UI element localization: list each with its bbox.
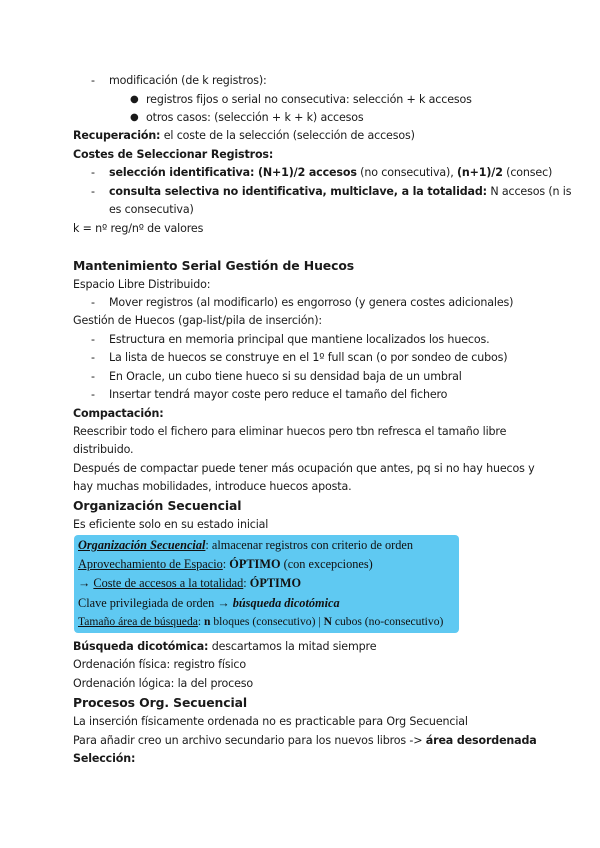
box-row: [78, 613, 443, 631]
text-line: modificación (de k registros):: [109, 74, 267, 87]
dot-bullet: ●: [130, 112, 139, 123]
text-line: hay muchas mobilidades, introduce huecos aposta.: [73, 480, 352, 493]
box-text: cubos (no-consecutivo): [331, 615, 444, 628]
text-line: Después de compactar puede tener más ocupación que antes, pq si no hay huecos y: [73, 462, 535, 475]
highlighted-summary-box: [74, 535, 459, 633]
dash-bullet: -: [91, 351, 95, 364]
box-text: : almacenar registros con criterio de orden: [205, 538, 414, 552]
dot-bullet: ●: [130, 94, 139, 105]
text-span: (consec): [502, 166, 553, 179]
box-bold: N: [323, 615, 332, 628]
text-line: Reescribir todo el fichero para eliminar huecos pero tbn refresca el tamaño libre: [73, 425, 507, 438]
text-span: Para añadir creo un archivo secundario para los nuevos libros ->: [73, 734, 426, 747]
box-term: Tamaño área de búsqueda: [78, 615, 198, 628]
bold-term: consulta selectiva no identificativa, multiclave, a la totalidad:: [109, 185, 487, 198]
dash-bullet: -: [91, 74, 95, 87]
section-heading: Procesos Org. Secuencial: [73, 695, 248, 710]
bold-term: Búsqueda dicotómica:: [73, 640, 209, 653]
text-line: Ordenación lógica: la del proceso: [73, 677, 254, 690]
text-line: [73, 127, 415, 145]
box-row: [78, 574, 301, 592]
bold-term: selección identificativa: (N+1)/2 accesos: [109, 166, 357, 179]
box-row: [78, 536, 413, 554]
bold-term: Recuperación:: [73, 129, 161, 142]
box-term: Organización Secuencial: [78, 538, 206, 552]
box-row: [78, 555, 373, 573]
box-text: bloques (consecutivo) |: [210, 615, 324, 628]
dash-bullet: -: [91, 185, 95, 198]
text-line: La inserción físicamente ordenada no es practicable para Org Secuencial: [73, 715, 468, 728]
text-line: registros fijos o serial no consecutiva: selección + k accesos: [146, 93, 472, 106]
text-line: Espacio Libre Distribuido:: [73, 278, 211, 291]
text-span: el coste de la selección (selección de accesos): [160, 129, 415, 142]
text-line: Mover registros (al modificarlo) es engorroso (y genera costes adicionales): [109, 296, 514, 309]
box-term: Aprovechamiento de Espacio: [78, 557, 223, 571]
text-line: [109, 164, 552, 182]
section-heading: Mantenimiento Serial Gestión de Huecos: [73, 258, 355, 273]
box-bold: ÓPTIMO: [229, 557, 281, 571]
text-line: Gestión de Huecos (gap-list/pila de inserción):: [73, 314, 322, 327]
text-span: N accesos (n is: [486, 185, 572, 198]
dash-bullet: -: [91, 370, 95, 383]
text-line: otros casos: (selección + k + k) accesos: [146, 111, 364, 124]
subheading: Costes de Seleccionar Registros:: [73, 148, 274, 161]
bold-term: área desordenada: [425, 734, 537, 747]
box-text: :: [243, 576, 250, 590]
text-line: La lista de huecos se construye en el 1º full scan (o por sondeo de cubos): [109, 351, 508, 364]
box-term: Coste de accesos a la totalidad: [93, 576, 244, 590]
text-line: es consecutiva): [109, 203, 194, 216]
dash-bullet: -: [91, 296, 95, 309]
text-line: k = nº reg/nº de valores: [73, 222, 204, 235]
text-line: Insertar tendrá mayor coste pero reduce el tamaño del fichero: [109, 388, 448, 401]
text-line: distribuido.: [73, 443, 134, 456]
text-span: (no consecutiva),: [356, 166, 457, 179]
dash-bullet: -: [91, 333, 95, 346]
text-line: [73, 638, 376, 656]
arrow-icon: →: [78, 576, 94, 590]
box-bold: n: [204, 615, 211, 628]
box-row: [78, 594, 340, 612]
box-text: Clave privilegiada de orden: [78, 596, 218, 610]
box-text: (con excepciones): [280, 557, 373, 571]
text-line: En Oracle, un cubo tiene hueco si su densidad baja de un umbral: [109, 370, 462, 383]
box-bold: → búsqueda dicotómica: [217, 596, 340, 610]
text-line: [73, 732, 537, 750]
dash-bullet: -: [91, 166, 95, 179]
box-text: :: [197, 615, 205, 628]
dash-bullet: -: [91, 388, 95, 401]
text-line: Es eficiente solo en su estado inicial: [73, 518, 269, 531]
text-line: Estructura en memoria principal que mantiene localizados los huecos.: [109, 333, 490, 346]
text-line: [109, 183, 571, 201]
box-bold: ÓPTIMO: [249, 576, 302, 590]
subheading: Compactación:: [73, 407, 164, 420]
text-line: Ordenación física: registro físico: [73, 658, 246, 671]
section-heading: Organización Secuencial: [73, 498, 242, 513]
text-span: descartamos la mitad siempre: [208, 640, 377, 653]
box-text: :: [222, 557, 230, 571]
subheading: Selección:: [73, 752, 136, 765]
bold-term: (n+1)/2: [456, 166, 503, 179]
